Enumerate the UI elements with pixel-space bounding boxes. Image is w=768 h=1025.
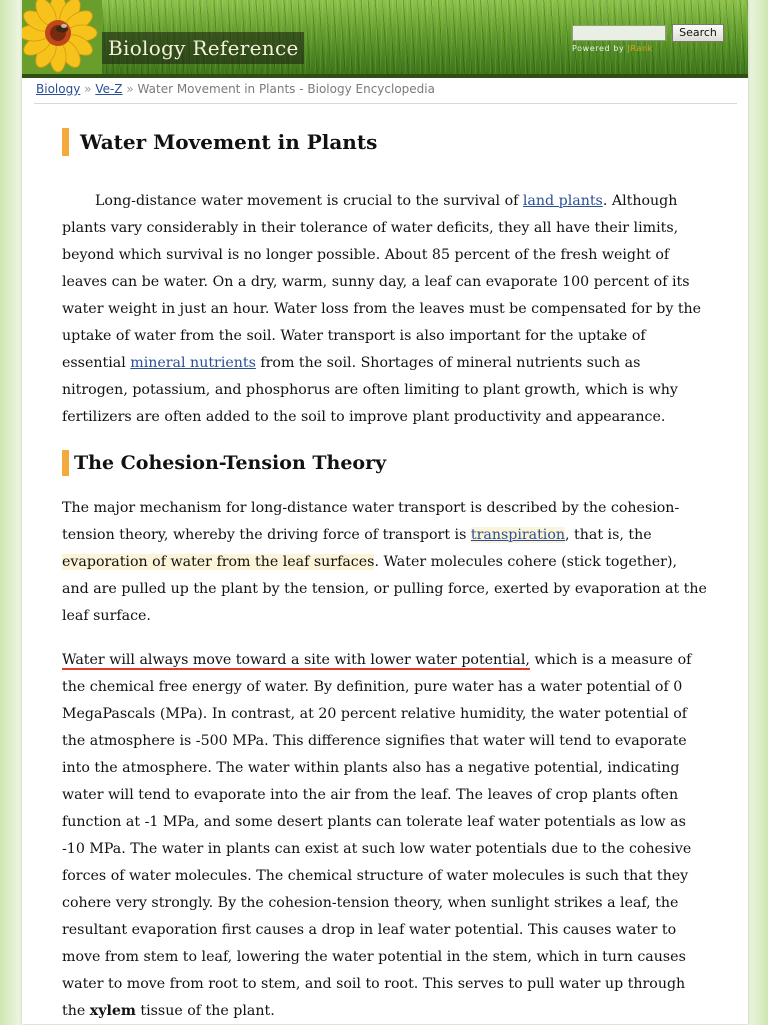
intro-text-2: . Although plants vary considerably in their tolerance of water deficits, they all have their limits, beyond which survival is no longer possible. About 85 percent of the fresh weight of leaves can be water. On a dry, warm, sunny day, a leaf can evaporate 100 percent of its water weight in just an hour. Water loss from the leaves must be compensated for by the uptake of water from the soil. Water transport is also important for the uptake of essential xyxy=(62,193,702,371)
underlined-sentence: Water will always move toward a site with lower water potential, xyxy=(62,652,530,668)
highlighted-phrase: evaporation of water from the leaf surfaces xyxy=(62,554,375,570)
breadcrumb-separator: » xyxy=(126,82,134,96)
cohesion-paragraph xyxy=(62,495,708,630)
cohesion-text-3: . Water molecules cohere (stick together), and are pulled up the plant by the tension, or pulling force, exerted by evaporation at the leaf surface. xyxy=(62,554,707,624)
powered-by-text xyxy=(572,44,653,53)
water-potential-paragraph xyxy=(62,647,708,1025)
intro-text-3: from the soil. Shortages of mineral nutrients such as nitrogen, potassium, and phosphorus are often limiting to plant growth, which is why fertilizers are often added to the soil to improve plant productivity and appearance. xyxy=(62,355,678,425)
intro-text-1: Long-distance water movement is crucial to the survival of xyxy=(95,193,523,209)
breadcrumb-link-biology[interactable]: Biology xyxy=(36,82,81,96)
page-container xyxy=(22,0,748,1024)
transpiration-link[interactable]: transpiration xyxy=(470,527,566,543)
section-heading-cohesion-tension: The Cohesion-Tension Theory xyxy=(62,450,708,476)
breadcrumb-current: Water Movement in Plants - Biology Encyclopedia xyxy=(137,82,435,96)
article-body xyxy=(62,128,708,1025)
cohesion-text-2: , that is, the xyxy=(565,527,652,543)
search-input[interactable] xyxy=(572,25,666,41)
breadcrumb-separator: » xyxy=(84,82,92,96)
breadcrumb-link-ve-z[interactable]: Ve-Z xyxy=(95,82,123,96)
breadcrumb xyxy=(36,80,736,98)
page-title: Water Movement in Plants xyxy=(62,128,708,156)
powered-by-brand[interactable]: JRank xyxy=(627,44,653,53)
sunflower-logo-icon xyxy=(22,0,102,74)
header-banner xyxy=(22,0,748,78)
water-potential-text-2: tissue of the plant. xyxy=(135,1003,275,1019)
intro-paragraph xyxy=(62,188,708,431)
breadcrumb-divider xyxy=(34,103,737,104)
powered-by-label: Powered by xyxy=(572,44,625,53)
search-button[interactable]: Search xyxy=(672,24,724,42)
mineral-nutrients-link[interactable]: mineral nutrients xyxy=(130,355,256,371)
xylem-term: xylem xyxy=(89,1003,136,1019)
land-plants-link[interactable]: land plants xyxy=(522,193,603,209)
site-title[interactable]: Biology Reference xyxy=(108,36,299,60)
water-potential-text-1: which is a measure of the chemical free energy of water. By definition, pure water has a water potential of 0 MegaPascals (MPa). In contrast, at 20 percent relative humidity, the water potential of the atmosphere is -500 MPa. This difference signifies that water will tend to evaporate into the atmosphere. The water within plants also has a negative potential, indicating water will tend to evaporate into the air from the leaf. The leaves of crop plants often function at -1 MPa, and some desert plants can tolerate leaf water potentials as low as -10 MPa. The water in plants can exist at such low water potentials due to the cohesive forces of water molecules. The chemical structure of water molecules is such that they cohere very strongly. By the cohesion-tension theory, when sunlight strikes a leaf, the resultant evaporation first causes a drop in leaf water potential. This causes water to move from stem to leaf, lowering the water potential in the stem, which in turn causes water to move from root to stem, and soil to root. This serves to pull water up through the xyxy=(62,652,692,1019)
cohesion-text-1: The major mechanism for long-distance water transport is described by the cohesion-tension theory, whereby the driving force of transport is xyxy=(62,500,680,543)
